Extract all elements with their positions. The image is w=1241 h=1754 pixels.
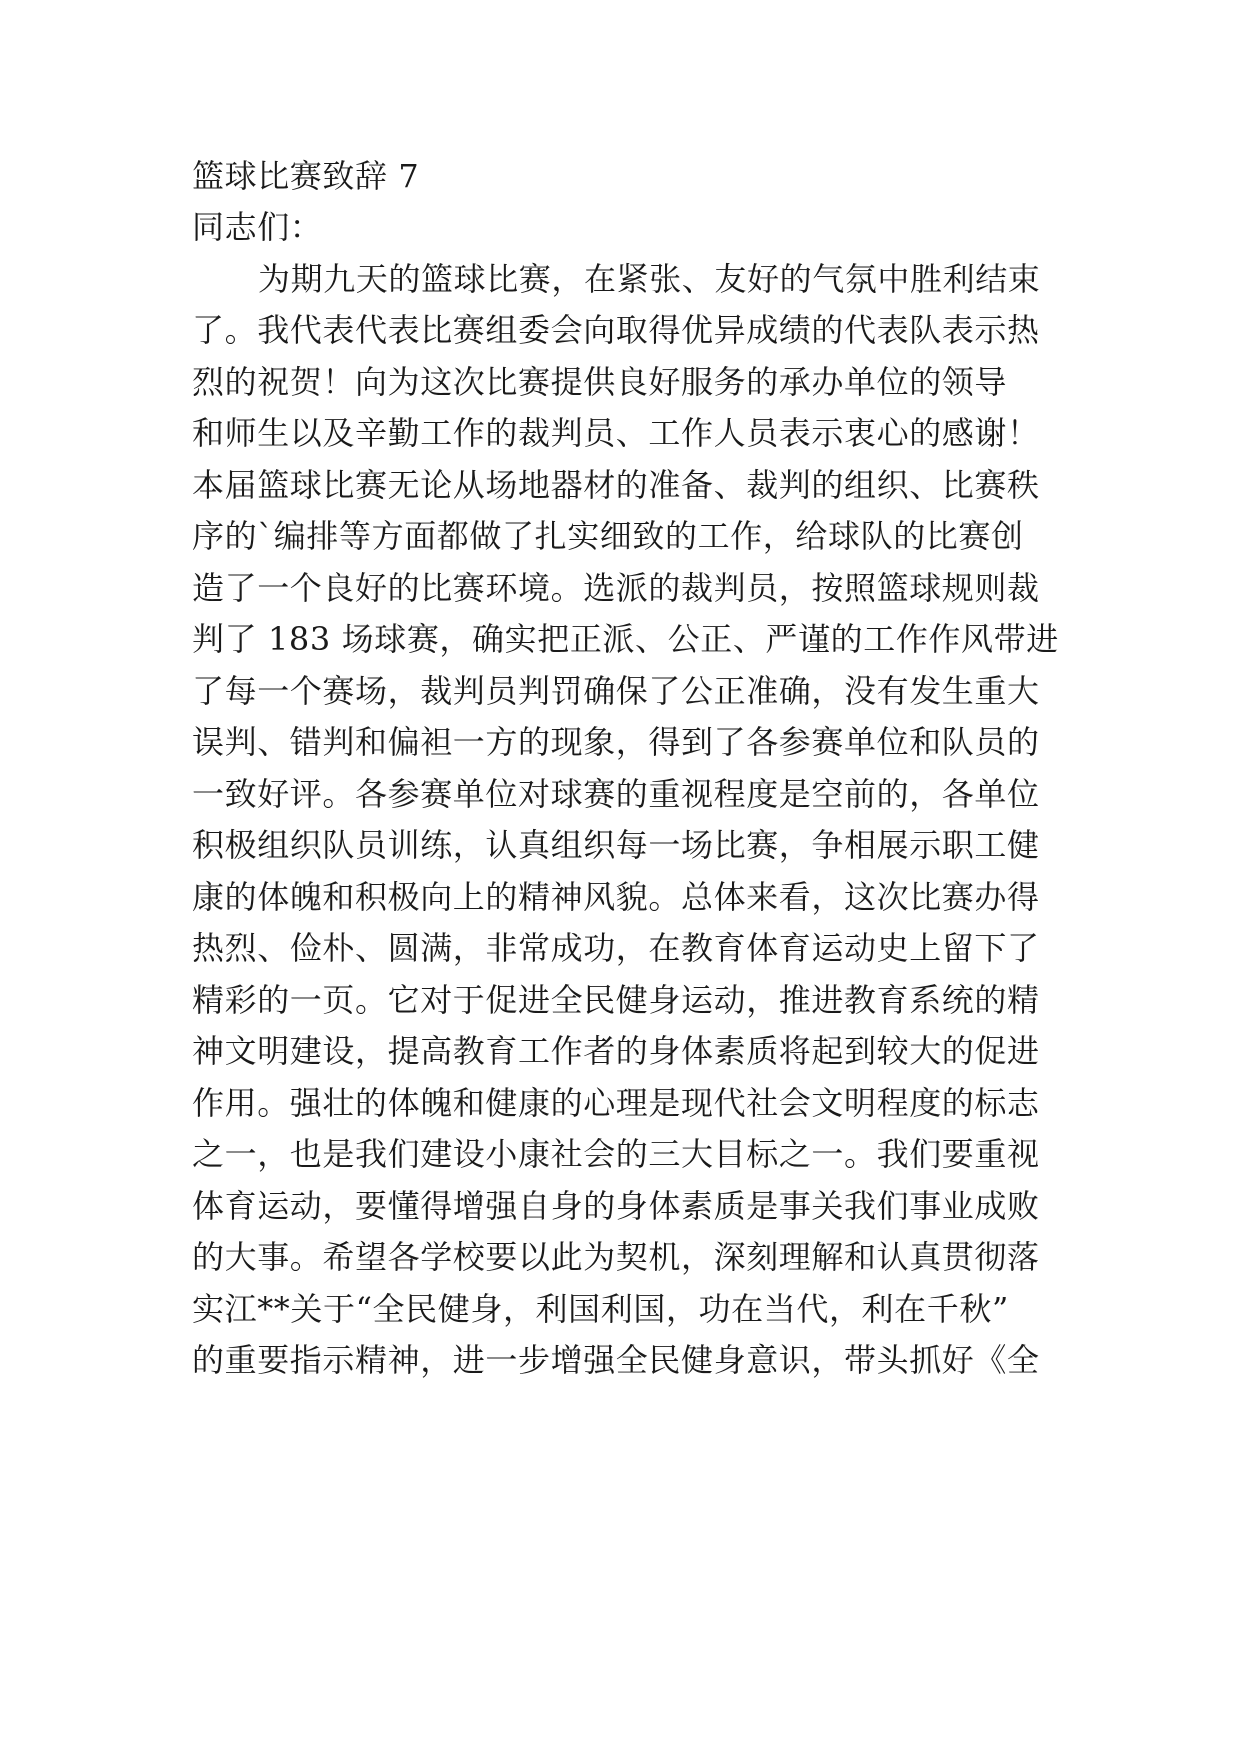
- paragraph-line: 造了一个良好的比赛环境。选派的裁判员，按照篮球规则裁: [192, 569, 1040, 607]
- paragraph-line: 的大事。希望各学校要以此为契机，深刻理解和认真贯彻落: [192, 1238, 1040, 1276]
- paragraph-line: 了。我代表代表比赛组委会向取得优异成绩的代表队表示热: [192, 311, 1040, 349]
- paragraph-line: 康的体魄和积极向上的精神风貌。总体来看，这次比赛办得: [192, 878, 1040, 916]
- paragraph-line: 的重要指示精神，进一步增强全民健身意识，带头抓好《全: [192, 1341, 1040, 1379]
- paragraph-line: 作用。强壮的体魄和健康的心理是现代社会文明程度的标志: [192, 1084, 1040, 1122]
- paragraph-line: 为期九天的篮球比赛，在紧张、友好的气氛中胜利结束: [258, 260, 1041, 298]
- paragraph-line: 本届篮球比赛无论从场地器材的准备、裁判的组织、比赛秩: [192, 466, 1040, 504]
- paragraph-line: 了每一个赛场，裁判员判罚确保了公正准确，没有发生重大: [192, 672, 1040, 710]
- paragraph-line: 烈的祝贺！向为这次比赛提供良好服务的承办单位的领导: [192, 363, 1008, 401]
- paragraph-line: 误判、错判和偏袒一方的现象，得到了各参赛单位和队员的: [192, 723, 1040, 761]
- paragraph-line: 体育运动，要懂得增强自身的身体素质是事关我们事业成败: [192, 1187, 1040, 1225]
- paragraph-line: 实江**关于“全民健身，利国利国，功在当代，利在千秋”: [192, 1290, 1009, 1328]
- paragraph-line: 热烈、俭朴、圆满，非常成功，在教育体育运动史上留下了: [192, 929, 1040, 967]
- paragraph-line: 和师生以及辛勤工作的裁判员、工作人员表示衷心的感谢！: [192, 414, 1040, 452]
- paragraph-line: 精彩的一页。它对于促进全民健身运动，推进教育系统的精: [192, 981, 1040, 1019]
- paragraph-line: 积极组织队员训练，认真组织每一场比赛，争相展示职工健: [192, 826, 1040, 864]
- paragraph-line: 判了 183 场球赛，确实把正派、公正、严谨的工作作风带进: [192, 620, 1059, 658]
- paragraph-line: 一致好评。各参赛单位对球赛的重视程度是空前的，各单位: [192, 775, 1040, 813]
- document-title: 篮球比赛致辞 7: [192, 157, 420, 195]
- salutation: 同志们：: [192, 208, 323, 246]
- paragraph-line: 神文明建设，提高教育工作者的身体素质将起到较大的促进: [192, 1032, 1040, 1070]
- paragraph-line: 之一，也是我们建设小康社会的三大目标之一。我们要重视: [192, 1135, 1040, 1173]
- paragraph-line: 序的`编排等方面都做了扎实细致的工作，给球队的比赛创: [192, 517, 1024, 555]
